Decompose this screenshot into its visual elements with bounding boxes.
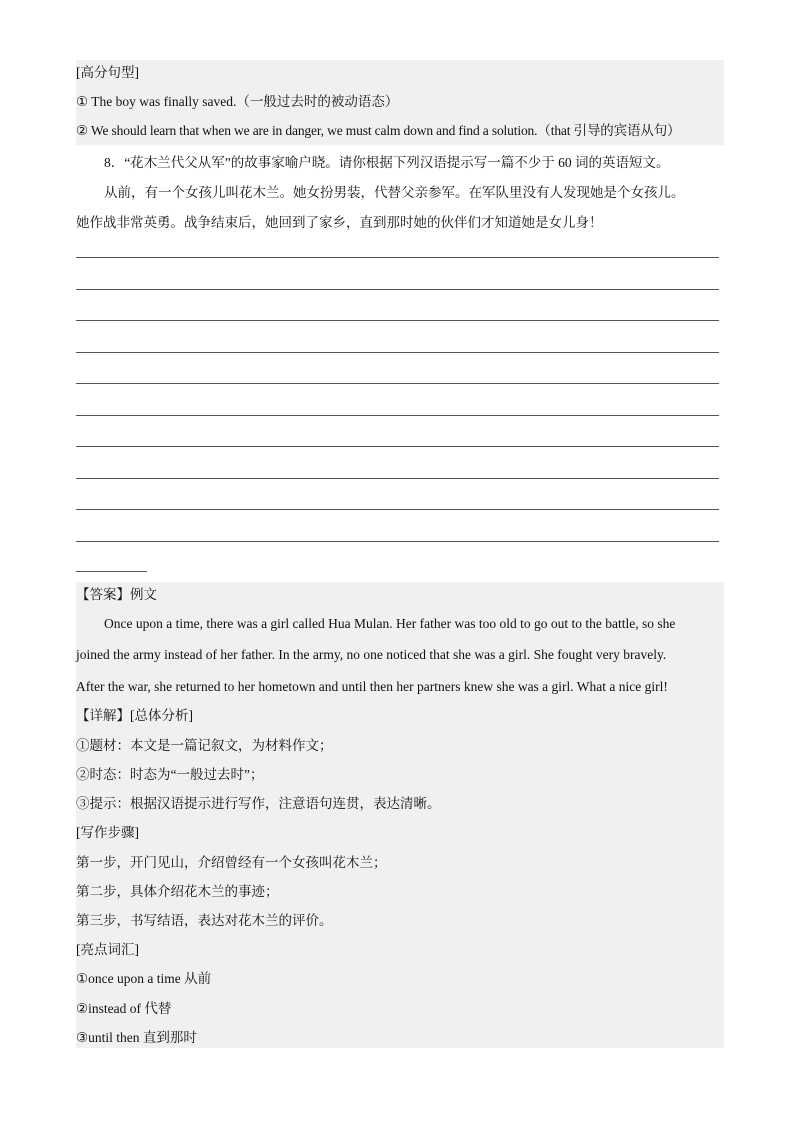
hint-line-1: 从前，有一个女孩儿叫花木兰。她女扮男装，代替父亲参军。在军队里没有人发现她是个女孩儿。	[104, 185, 685, 200]
explanation-heading: 【详解】[总体分析]	[76, 708, 193, 723]
writing-line	[76, 509, 719, 510]
sentence-pattern-2: ② We should learn that when we are in danger, we must calm down and find a solution.（that 引导的宾语从句）	[76, 123, 681, 138]
analysis-item-2: ②时态：时态为“一般过去时”；	[76, 767, 264, 782]
step-2: 第二步，具体介绍花木兰的事迹；	[76, 884, 279, 899]
essay-line-2: joined the army instead of her father. In the army, no one noticed that she was a girl. She fought very bravely.	[76, 647, 667, 662]
vocab-item-3: ③until then 直到那时	[76, 1030, 197, 1045]
writing-line	[76, 320, 719, 321]
writing-line	[76, 257, 719, 258]
writing-line	[76, 415, 719, 416]
step-1: 第一步，开门见山，介绍曾经有一个女孩叫花木兰；	[76, 855, 387, 870]
hint-line-2: 她作战非常英勇。战争结束后，她回到了家乡，直到那时她的伙伴们才知道她是女儿身！	[76, 215, 603, 230]
sentence-patterns-heading: [高分句型]	[76, 65, 139, 80]
separator-rule	[76, 571, 147, 572]
steps-heading: [写作步骤]	[76, 825, 139, 840]
essay-line-3: After the war, she returned to her hometown and until then her partners knew she was a girl. What a nice girl!	[76, 679, 668, 694]
question-prompt: 8．“花木兰代父从军”的故事家喻户晓。请你根据下列汉语提示写一篇不少于 60 词的英语短文。	[104, 155, 670, 170]
analysis-item-3: ③提示：根据汉语提示进行写作，注意语句连贯，表达清晰。	[76, 796, 441, 811]
sentence-pattern-1: ① The boy was finally saved.（一般过去时的被动语态）	[76, 94, 399, 109]
analysis-item-1: ①题材：本文是一篇记叙文，为材料作文；	[76, 738, 333, 753]
writing-line	[76, 383, 719, 384]
writing-line	[76, 446, 719, 447]
vocab-item-2: ②instead of 代替	[76, 1001, 172, 1016]
writing-line	[76, 478, 719, 479]
answer-heading: 【答案】例文	[76, 587, 157, 602]
essay-line-1: Once upon a time, there was a girl called Hua Mulan. Her father was too old to go out to the battle, so she	[104, 616, 676, 631]
vocab-item-1: ①once upon a time 从前	[76, 971, 212, 986]
vocab-heading: [亮点词汇]	[76, 942, 139, 957]
writing-line	[76, 541, 719, 542]
writing-line	[76, 289, 719, 290]
step-3: 第三步，书写结语，表达对花木兰的评价。	[76, 913, 333, 928]
writing-line	[76, 352, 719, 353]
